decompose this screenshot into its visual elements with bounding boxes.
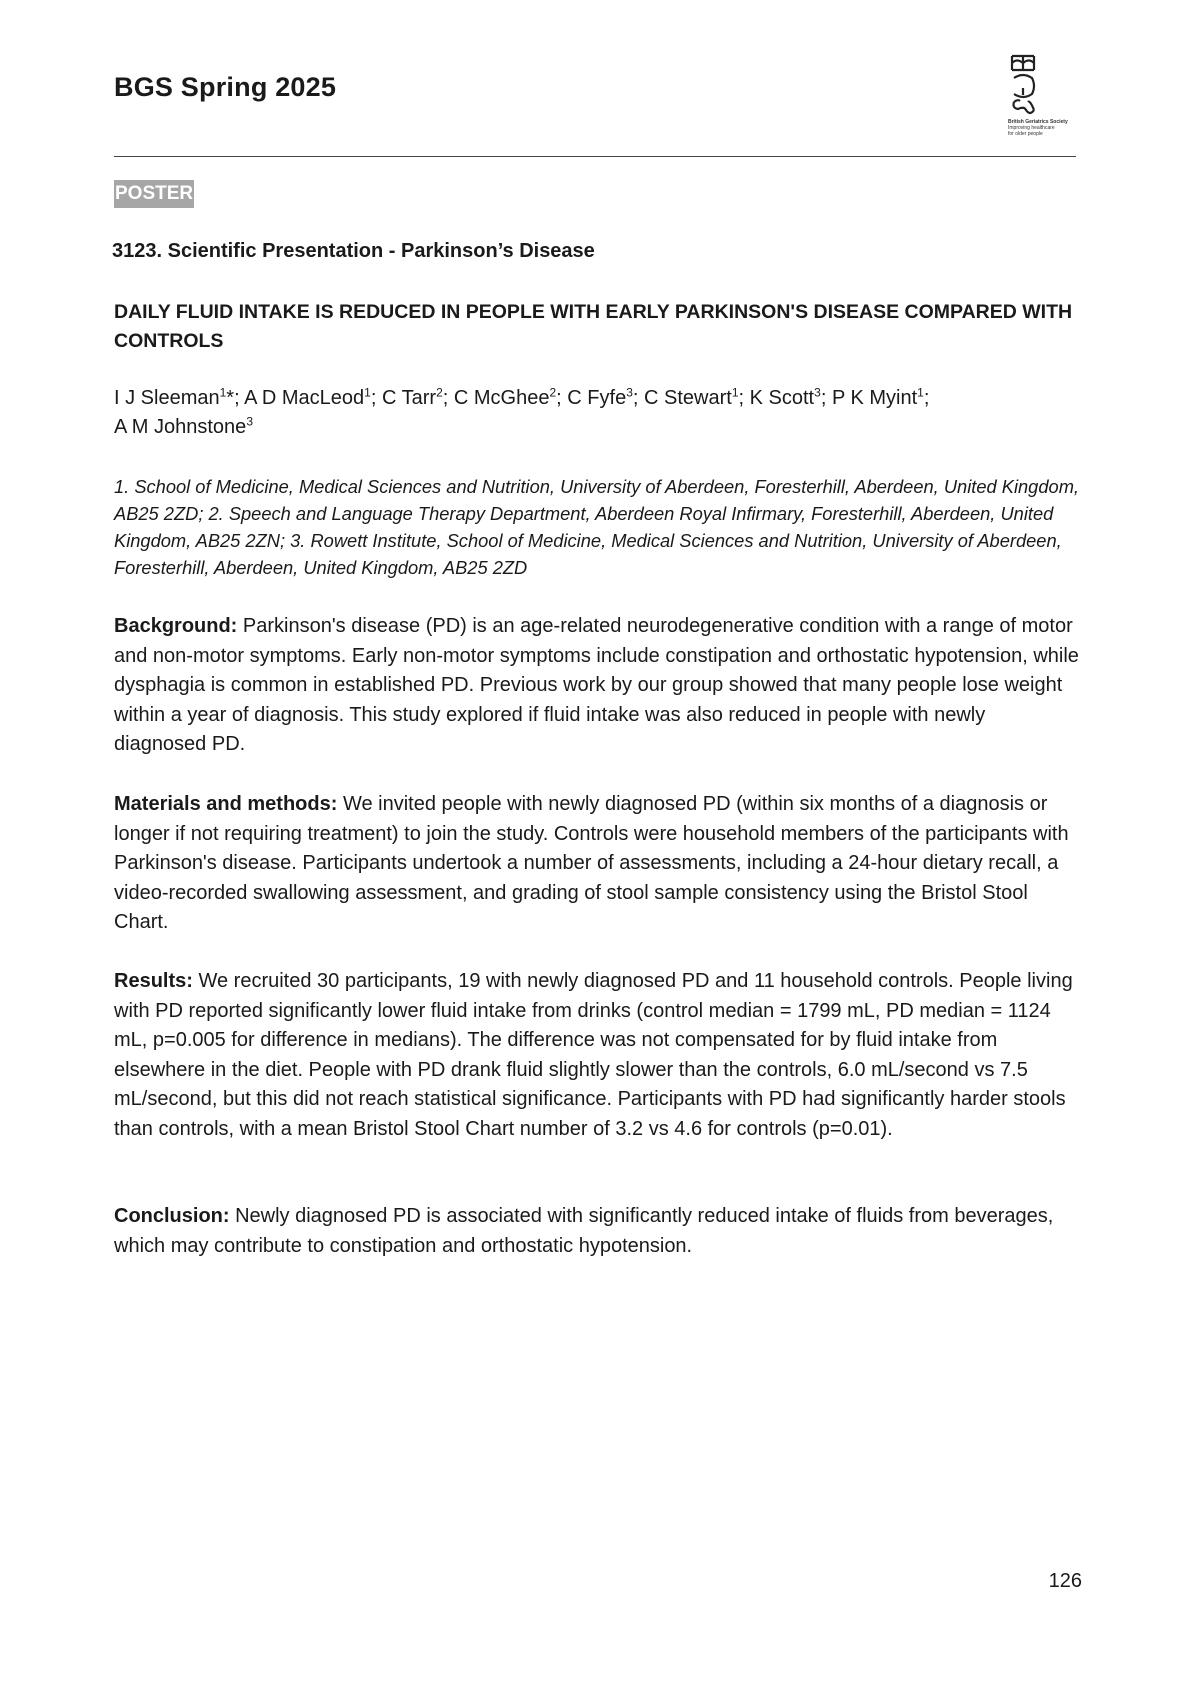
conclusion-label: Conclusion:	[114, 1205, 230, 1227]
poster-badge: POSTER	[114, 180, 194, 208]
affiliations: 1. School of Medicine, Medical Sciences and Nutrition, University of Aberdeen, Foresterhill, Aberdeen, United Kingdom, AB25 2ZD; 2. Speech and Language Therapy Department, Aberdeen Royal Infirmary, Foresterhill, Aberdeen, United Kingdom, AB25 2ZN; 3. Rowett Institute, School of Medicine, Medical Sciences and Nutrition, University of Aberdeen, Foresterhill, Aberdeen, United Kingdom, AB25 2ZD	[114, 476, 1079, 578]
methods-label: Materials and methods:	[114, 793, 338, 815]
author: P K Myint$^1$;	[831, 385, 930, 409]
results-text: We recruited 30 participants, 19 with newly diagnosed PD and 11 household controls. People living with PD reported significantly lower fluid intake from drinks (control median = 1799 mL, PD median = 1124 mL, p=0.005 for difference in medians). The difference was not compensated for by fluid intake from elsewhere in the diet. People with PD drank fluid slightly slower than the controls, 6.0 mL/second vs 7.5 mL/second, but this did not reach statistical significance. Participants with PD had significantly harder stools than controls, with a mean Bristol Stool Chart number of 3.2 vs 4.6 for controls (p=0.01).	[114, 970, 1073, 1140]
bgs-logo-icon	[1008, 52, 1038, 118]
conference-title: BGS Spring 2025	[114, 72, 337, 102]
bgs-logo	[1000, 52, 1080, 142]
logo-line-1: British Geriatrics Society	[1008, 119, 1068, 125]
author-list	[114, 384, 1074, 442]
author: C Fyfe$^3$;	[567, 385, 645, 409]
background-text: Parkinson's disease (PD) is an age-related neurodegenerative condition with a range of motor and non-motor symptoms. Early non-motor symptoms include constipation and orthostatic hypotension, while dysphagia is common in established PD. Previous work by our group showed that many people lose weight within a year of diagnosis. This study explored if fluid intake was also reduced in people with newly diagnosed PD.	[114, 615, 1079, 756]
author: C Stewart$^1$;	[644, 385, 750, 409]
background-section	[114, 612, 1079, 760]
author: C McGhee$^2$;	[453, 385, 568, 409]
author: A M Johnstone$^3$	[114, 414, 253, 438]
logo-line-3: for older people	[1008, 131, 1043, 137]
conclusion-section	[114, 1202, 1079, 1261]
header-divider	[114, 156, 1076, 157]
conclusion-text: Newly diagnosed PD is associated with significantly reduced intake of fluids from beverages, which may contribute to constipation and orthostatic hypotension.	[114, 1205, 1054, 1257]
methods-section	[114, 790, 1079, 938]
methods-text: We invited people with newly diagnosed PD (within six months of a diagnosis or longer if not requiring treatment) to join the study. Controls were household members of the participants with Parkinson's disease. Participants undertook a number of assessments, including a 24-hour dietary recall, a video-recorded swallowing assessment, and grading of stool sample consistency using the Bristol Stool Chart.	[114, 793, 1069, 934]
author: C Tarr$^2$;	[381, 385, 454, 409]
author: A D MacLeod$^1$;	[244, 385, 382, 409]
abstract-title: DAILY FLUID INTAKE IS REDUCED IN PEOPLE WITH EARLY PARKINSON'S DISEASE COMPARED WITH CONTROLS	[114, 301, 1073, 352]
logo-line-2: Improving healthcare	[1008, 125, 1055, 131]
results-label: Results:	[114, 970, 193, 992]
results-section	[114, 967, 1079, 1145]
author: K Scott$^3$;	[749, 385, 832, 409]
session-heading: 3123. Scientific Presentation - Parkinson’s Disease	[112, 240, 595, 262]
page-number: 126	[1048, 1570, 1082, 1592]
author: I J Sleeman$^1$*;	[114, 385, 245, 409]
background-label: Background:	[114, 615, 238, 637]
